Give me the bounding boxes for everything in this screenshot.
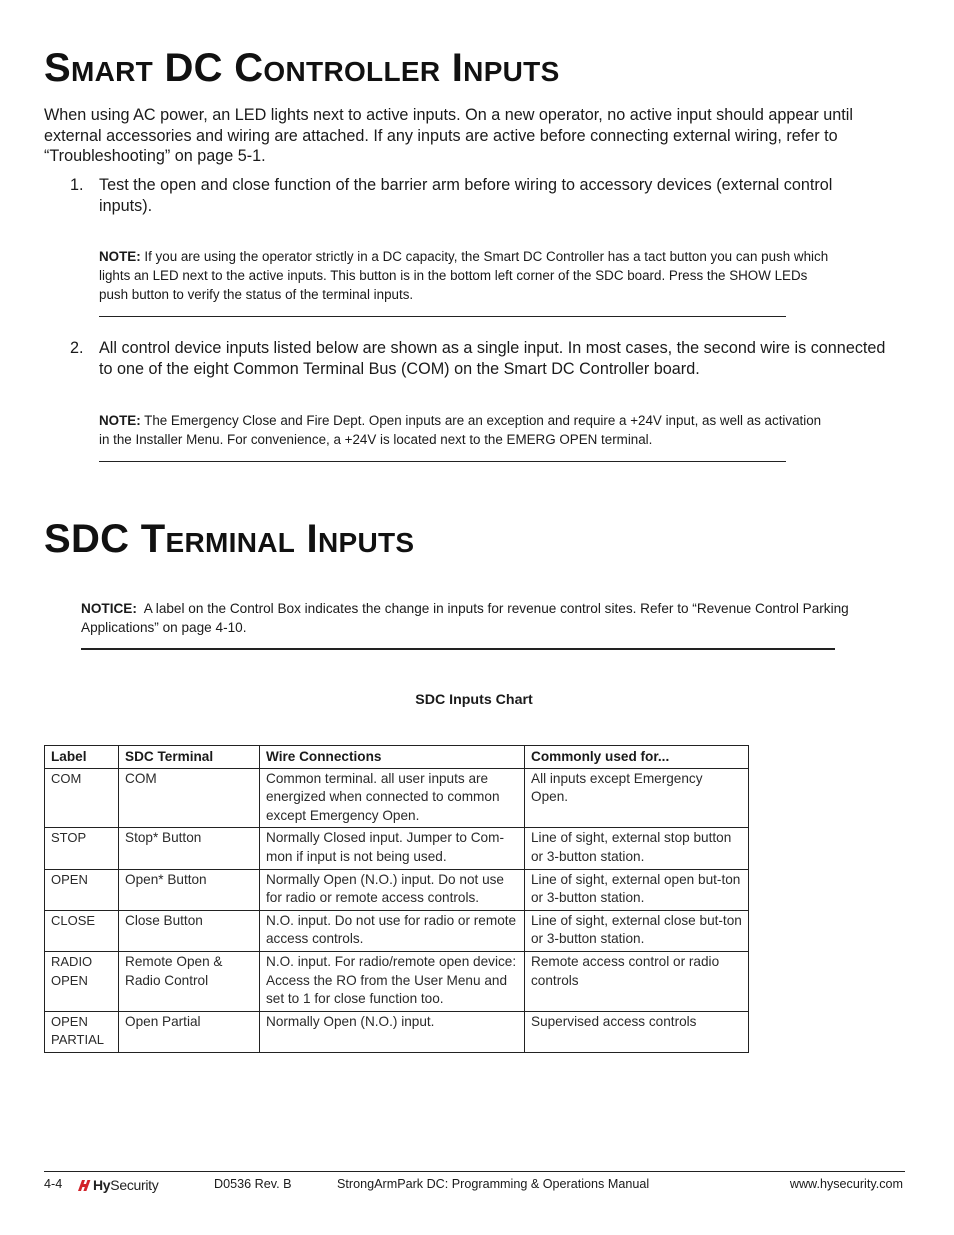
cell-label: STOP: [45, 828, 119, 869]
cell-wire: Normally Closed input. Jumper to Com-mon if input is not being used.: [260, 828, 525, 869]
table-row: [45, 951, 749, 1011]
notice-label: NOTICE:: [81, 601, 137, 616]
note-text: The Emergency Close and Fire Dept. Open inputs are an exception and require a +24V input, as well as activation in the Installer Menu. For convenience, a +24V is located next to the EMERG OPEN terminal.: [99, 413, 822, 448]
cell-label: OPEN: [45, 869, 119, 910]
cell-terminal: Remote Open & Radio Control: [119, 951, 260, 1011]
header-sdc-terminal: SDC Terminal: [119, 746, 260, 769]
notice-revenue-control: [81, 600, 871, 637]
cell-wire: N.O. input. Do not use for radio or remote access controls.: [260, 910, 525, 951]
step-number: 2.: [70, 339, 84, 357]
step-number: 1.: [70, 176, 84, 194]
cell-wire: Common terminal. all user inputs are energized when connected to common except Emergency Open.: [260, 768, 525, 828]
table-row: [45, 1011, 749, 1052]
step-text: All control device inputs listed below are shown as a single input. In most cases, the second wire is connected to one of the eight Common Terminal Bus (COM) on the Smart DC Controller board.: [99, 339, 886, 378]
step-text: Test the open and close function of the barrier arm before wiring to accessory devices (external control inputs).: [99, 176, 833, 215]
brand-rest: Security: [110, 1177, 159, 1193]
doc-id: D0536 Rev. B: [214, 1177, 292, 1191]
cell-usage: Line of sight, external open but-ton or 3-button station.: [525, 869, 749, 910]
brand-bold: Hy: [93, 1177, 111, 1193]
cell-terminal: Open Partial: [119, 1011, 260, 1052]
intro-paragraph: When using AC power, an LED lights next to active inputs. On a new operator, no active input should appear until external accessories and wiring are attached. If any inputs are active before connecting external wiring, refer to “Troubleshooting” on page 5-1.: [44, 106, 853, 165]
cell-terminal: Stop* Button: [119, 828, 260, 869]
notice-divider: [81, 648, 835, 650]
note-text: If you are using the operator strictly in a DC capacity, the Smart DC Controller has a tact button you can push which lights an LED next to the active inputs. This button is in the bottom left corner of the SDC board. Press the SHOW LEDs push button to verify the status of the terminal inputs.: [99, 249, 829, 303]
cell-label: OPEN PARTIAL: [45, 1011, 119, 1052]
table-row: [45, 910, 749, 951]
section-title-smart-dc-controller-inputs: Smart DC Controller Inputs: [44, 46, 560, 90]
manual-title: StrongArmPark DC: Programming & Operations Manual: [337, 1177, 650, 1191]
cell-usage: Line of sight, external close but-ton or 3-button station.: [525, 910, 749, 951]
cell-usage: Line of sight, external stop button or 3-button station.: [525, 828, 749, 869]
cell-label: RADIO OPEN: [45, 951, 119, 1011]
cell-wire: Normally Open (N.O.) input.: [260, 1011, 525, 1052]
hysecurity-logo-icon: [77, 1179, 91, 1192]
cell-usage: Remote access control or radio controls: [525, 951, 749, 1011]
note-dc-capacity: [99, 247, 834, 305]
cell-wire: N.O. input. For radio/remote open device: Access the RO from the User Menu and set to 1 for close function too.: [260, 951, 525, 1011]
cell-terminal: Close Button: [119, 910, 260, 951]
cell-label: CLOSE: [45, 910, 119, 951]
notice-text: A label on the Control Box indicates the change in inputs for revenue control sites. Refer to “Revenue Control Parking Applications” on page 4-10.: [81, 601, 849, 635]
header-wire-connections: Wire Connections: [260, 746, 525, 769]
cell-terminal: COM: [119, 768, 260, 828]
header-commonly-used-for: Commonly used for...: [525, 746, 749, 769]
note-label: NOTE:: [99, 249, 141, 264]
brand-name: [93, 1177, 158, 1193]
table-row: [45, 869, 749, 910]
cell-wire: Normally Open (N.O.) input. Do not use for radio or remote access controls.: [260, 869, 525, 910]
note-divider: [99, 316, 786, 317]
cell-terminal: Open* Button: [119, 869, 260, 910]
note-divider: [99, 461, 786, 462]
note-emergency-inputs: [99, 411, 834, 449]
cell-label: COM: [45, 768, 119, 828]
table-row: [45, 828, 749, 869]
cell-usage: All inputs except Emergency Open.: [525, 768, 749, 828]
cell-usage: Supervised access controls: [525, 1011, 749, 1052]
note-label: NOTE:: [99, 413, 141, 428]
website-url: www.hysecurity.com: [789, 1177, 903, 1191]
sdc-inputs-table: [44, 745, 749, 1053]
section-title-sdc-terminal-inputs: SDC Terminal Inputs: [44, 517, 415, 561]
chart-title: SDC Inputs Chart: [415, 692, 533, 708]
table-row: [45, 768, 749, 828]
footer-divider: [44, 1171, 905, 1172]
table-header-row: [45, 746, 749, 769]
header-label: Label: [45, 746, 119, 769]
page-number: 4-4: [44, 1177, 63, 1191]
hysecurity-logo: [77, 1177, 158, 1193]
